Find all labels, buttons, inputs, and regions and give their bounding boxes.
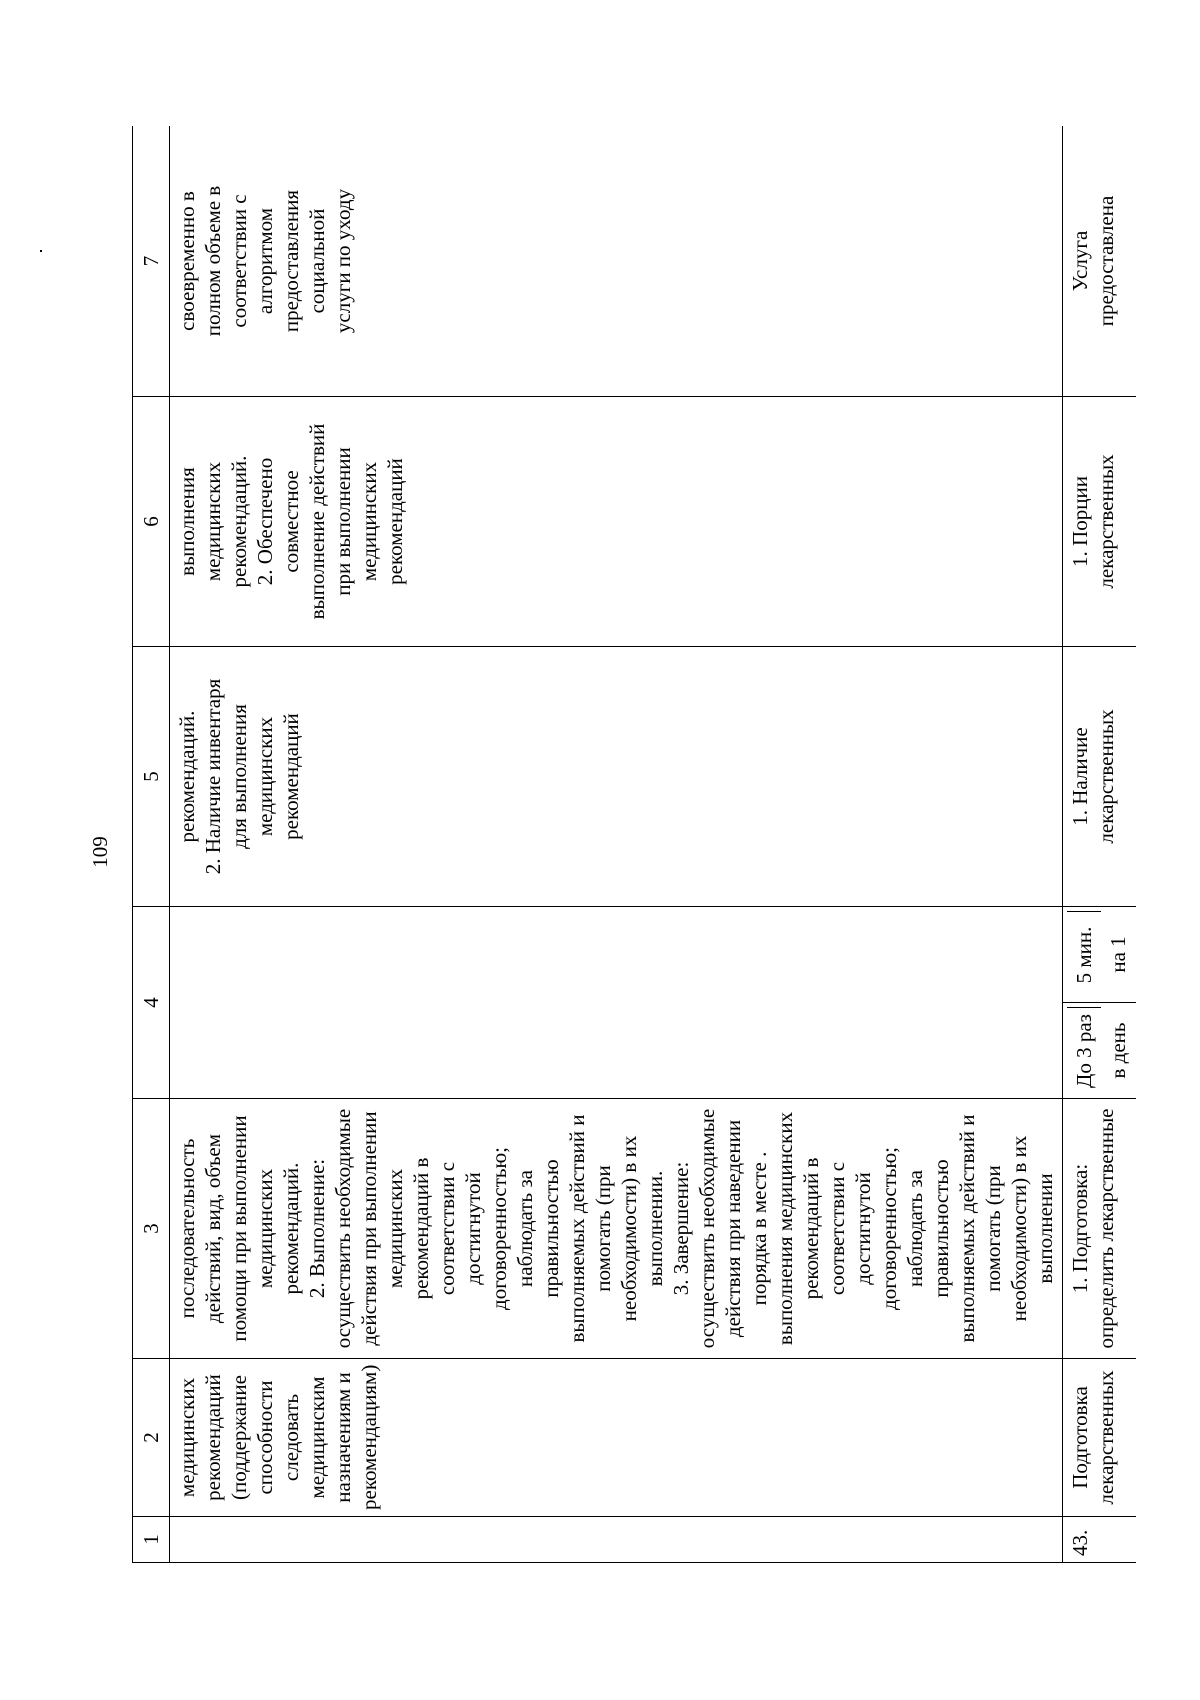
header-cell-5: 5 xyxy=(133,647,170,907)
cell-line: соответствии с xyxy=(825,1161,849,1296)
cell-line: следовать xyxy=(279,1393,303,1482)
row43-frequency-times xyxy=(1063,1002,1136,1098)
cell-line: необходимости) в их xyxy=(617,1135,641,1322)
cell-line: 3. Завершение: xyxy=(669,1161,693,1296)
cell-line: медицинских xyxy=(175,1377,199,1498)
cell-line: при выполнении xyxy=(331,447,355,596)
header-cell-7: 7 xyxy=(133,126,170,397)
cell-line: 2. Обеспечено xyxy=(253,457,277,586)
header-cell-2: 2 xyxy=(133,1359,170,1517)
cell-line: помогать (при xyxy=(591,1165,615,1292)
cell-line: выполнении xyxy=(1033,1173,1057,1284)
row43-frequency-duration xyxy=(1063,907,1136,1002)
cell-line: необходимости) в их xyxy=(1007,1135,1031,1322)
cell-line: действия при наведении xyxy=(721,1119,745,1338)
cell-line: выполнения медицинских xyxy=(773,1111,797,1346)
cell-line: действий, вид, объем xyxy=(201,1133,225,1324)
cell-line: (поддержание xyxy=(227,1375,251,1500)
cell-line: 2. Наличие инвентаря xyxy=(201,678,225,875)
cell-line: своевременно в xyxy=(175,191,199,331)
cell-line: правильностью xyxy=(929,1159,953,1298)
cell-line: лекарственных xyxy=(1094,709,1118,844)
table-viewport xyxy=(132,126,1136,1563)
cell-line: рекомендаций в xyxy=(799,1157,823,1300)
cont-cell-evaluation xyxy=(170,126,1063,397)
cell-line: 2. Выполнение: xyxy=(305,1158,329,1299)
cell-line: правильностью xyxy=(539,1159,563,1298)
cell-line: соответствии с xyxy=(227,194,251,328)
cell-line: рекомендаций xyxy=(383,458,407,585)
cell-line: Услуга xyxy=(1068,230,1092,292)
cell-line: достигнутой xyxy=(461,1172,485,1285)
cell-line: 1. Подготовка: xyxy=(1068,1163,1092,1294)
services-table xyxy=(132,126,1136,1563)
cell-line: рекомендаций xyxy=(279,713,303,840)
cell-line: услуги по уходу xyxy=(331,188,355,334)
cell-line: назначениям и xyxy=(331,1372,355,1503)
cell-line: полном объеме в xyxy=(201,185,225,337)
cell-line: выполняемых действий и xyxy=(565,1114,589,1343)
cell-line: медицинских xyxy=(253,716,277,837)
cell-line: совместное xyxy=(279,470,303,573)
cell-line: последовательность xyxy=(175,1138,199,1319)
cell-line: социальной xyxy=(305,208,329,314)
cell-line: для выполнения xyxy=(227,704,251,849)
row43-cell-indicators xyxy=(1063,397,1137,647)
cont-cell-indicators xyxy=(170,397,1063,647)
row43-cell-number: 43. xyxy=(1063,1517,1137,1563)
scan-speck xyxy=(40,250,42,252)
cell-line: на 1 xyxy=(1106,936,1130,973)
cell-line: медицинских xyxy=(357,461,381,582)
cont-cell-service-name xyxy=(170,1359,1063,1517)
row-43 xyxy=(1063,126,1137,1563)
cell-line: порядка в месте . xyxy=(747,1151,771,1306)
row43-cell-evaluation xyxy=(1063,126,1137,397)
cell-line: До 3 раз xyxy=(1067,1007,1101,1094)
row43-cell-frequency xyxy=(1063,907,1137,1099)
cell-line: предоставления xyxy=(279,189,303,333)
cell-line: помощи при выполнении xyxy=(227,1115,251,1342)
cell-line: рекомендаций xyxy=(201,1374,225,1501)
cont-cell-description xyxy=(170,1099,1063,1359)
cell-line: договоренностью; xyxy=(487,1147,511,1310)
cell-line: 5 мин. xyxy=(1067,911,1101,998)
cell-line: наблюдать за xyxy=(513,1170,537,1287)
cell-line: рекомендаций. xyxy=(227,455,251,588)
cont-cell-conditions xyxy=(170,647,1063,907)
cell-line: выполнения xyxy=(175,467,199,576)
cell-line: наблюдать за xyxy=(903,1170,927,1287)
cell-line: осуществить необходимые xyxy=(331,1108,355,1349)
cell-line: предоставлена xyxy=(1094,195,1118,327)
cell-line: действия при выполнении xyxy=(357,1111,381,1346)
cell-line: выполняемых действий и xyxy=(955,1114,979,1343)
cell-line: рекомендаций. xyxy=(279,1162,303,1295)
cell-line: лекарственных xyxy=(1094,1370,1118,1505)
cell-line: 1. Порции xyxy=(1068,476,1092,567)
rotated-table-container xyxy=(132,126,1136,1563)
cell-line: 1. Наличие xyxy=(1068,727,1092,826)
header-cell-4: 4 xyxy=(133,907,170,1099)
cell-line: медицинских xyxy=(253,1168,277,1289)
cell-line: в день xyxy=(1106,1022,1130,1079)
cont-cell-number xyxy=(170,1517,1063,1563)
cell-line: способности xyxy=(253,1380,277,1495)
header-row xyxy=(133,126,170,1563)
cell-line: лекарственных xyxy=(1094,454,1118,589)
cell-line: достигнутой xyxy=(851,1172,875,1285)
continuation-row xyxy=(170,126,1063,1563)
row43-cell-service-name xyxy=(1063,1359,1137,1517)
cell-line: помогать (при xyxy=(981,1165,1005,1292)
cell-line: рекомендаций в xyxy=(409,1157,433,1300)
cell-line: рекомендациям) xyxy=(357,1364,381,1510)
header-cell-6: 6 xyxy=(133,397,170,647)
cont-cell-frequency xyxy=(170,907,1063,1099)
cell-line: соответствии с xyxy=(435,1161,459,1296)
header-cell-1: 1 xyxy=(133,1517,170,1563)
cell-line: рекомендаций. xyxy=(175,710,199,843)
cell-line: медицинских xyxy=(201,461,225,582)
cell-line: договоренностью; xyxy=(877,1147,901,1310)
cell-line: медицинских xyxy=(383,1168,407,1289)
cell-line: выполнении. xyxy=(643,1170,667,1287)
page-number: 109 xyxy=(88,836,112,868)
row43-cell-description xyxy=(1063,1099,1137,1359)
cell-line: Подготовка xyxy=(1068,1386,1092,1489)
cell-line: выполнение действий xyxy=(305,423,329,620)
row43-cell-conditions xyxy=(1063,647,1137,907)
cell-line: осуществить необходимые xyxy=(695,1108,719,1349)
cell-line: определить лекарственные xyxy=(1094,1108,1118,1349)
cell-line: медицинским xyxy=(305,1376,329,1499)
cell-line: алгоритмом xyxy=(253,207,277,315)
header-cell-3: 3 xyxy=(133,1099,170,1359)
